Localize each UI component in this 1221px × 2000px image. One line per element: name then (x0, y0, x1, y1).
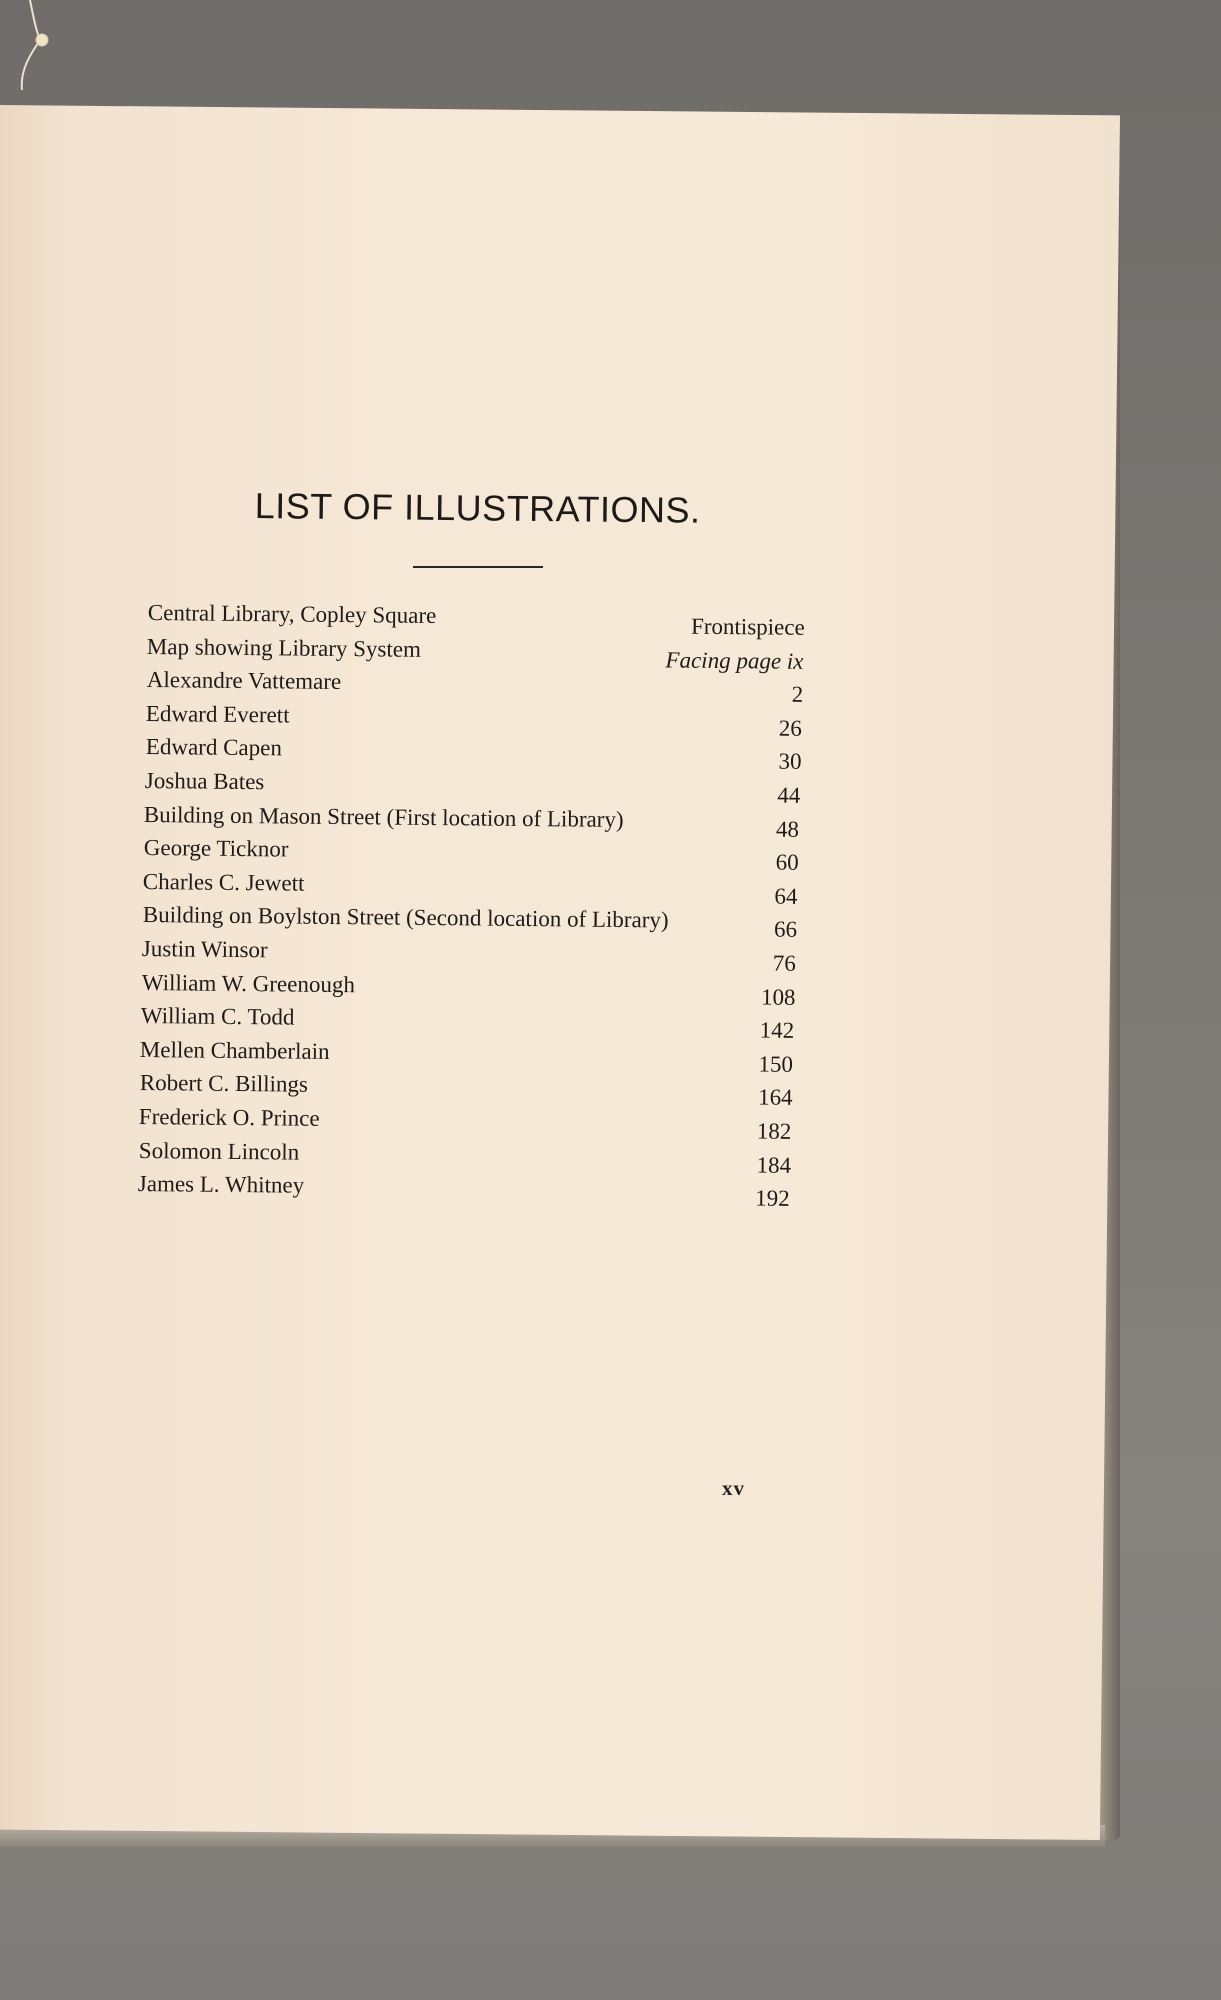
illustration-title: Map showing Library System (147, 633, 422, 662)
illustration-page-number: 64 (774, 883, 798, 909)
illustration-page-number: 184 (755, 1152, 791, 1178)
illustration-page-number: 2 (791, 681, 804, 708)
illustration-title: Edward Capen (145, 734, 282, 761)
illustration-title: Justin Winsor (141, 936, 268, 963)
illustration-page-number: 44 (777, 782, 801, 808)
illustration-page-number: 150 (758, 1051, 794, 1077)
illustration-title: Building on Mason Street (First location of Library) (144, 801, 625, 832)
page-folio: xv (722, 1476, 745, 1500)
list-item (138, 1171, 838, 1212)
illustration-page-number: 48 (776, 816, 800, 842)
illustration-page-number: 192 (755, 1185, 790, 1212)
illustration-title: William C. Todd (140, 1003, 295, 1030)
illustration-title: Building on Boylston Street (Second location of Library) (142, 902, 669, 933)
illustration-page-number: 182 (756, 1118, 792, 1144)
illustration-page-number: 142 (759, 1017, 795, 1044)
illustration-page-number: 76 (772, 950, 797, 976)
illustration-page-number: Facing page ix (665, 647, 805, 674)
illustration-page-number: 66 (773, 917, 797, 943)
illustration-title: Central Library, Copley Square (147, 600, 437, 629)
illustration-title: Solomon Lincoln (138, 1137, 299, 1165)
illustration-title: Robert C. Billings (139, 1070, 308, 1098)
illustration-page-number: Frontispiece (690, 613, 805, 640)
illustration-page-number: 108 (760, 984, 796, 1010)
illustration-page-number: 26 (778, 715, 803, 741)
illustration-title: Alexandre Vattemare (146, 667, 342, 695)
illustration-title: Edward Everett (145, 700, 290, 728)
illustration-title: Frederick O. Prince (138, 1104, 320, 1131)
illustration-title: George Ticknor (143, 835, 289, 862)
illustration-title: Charles C. Jewett (143, 868, 305, 896)
page-title: LIST OF ILLUSTRATIONS. (254, 485, 701, 531)
illustration-title: James L. Whitney (137, 1171, 305, 1198)
illustration-page-number: 164 (757, 1084, 793, 1111)
illustration-title: Mellen Chamberlain (140, 1036, 331, 1064)
illustration-page-number: 60 (775, 849, 799, 876)
illustration-title: Joshua Bates (144, 768, 265, 795)
illustration-page-number: 30 (778, 749, 802, 775)
illustration-title: William W. Greenough (141, 969, 355, 997)
